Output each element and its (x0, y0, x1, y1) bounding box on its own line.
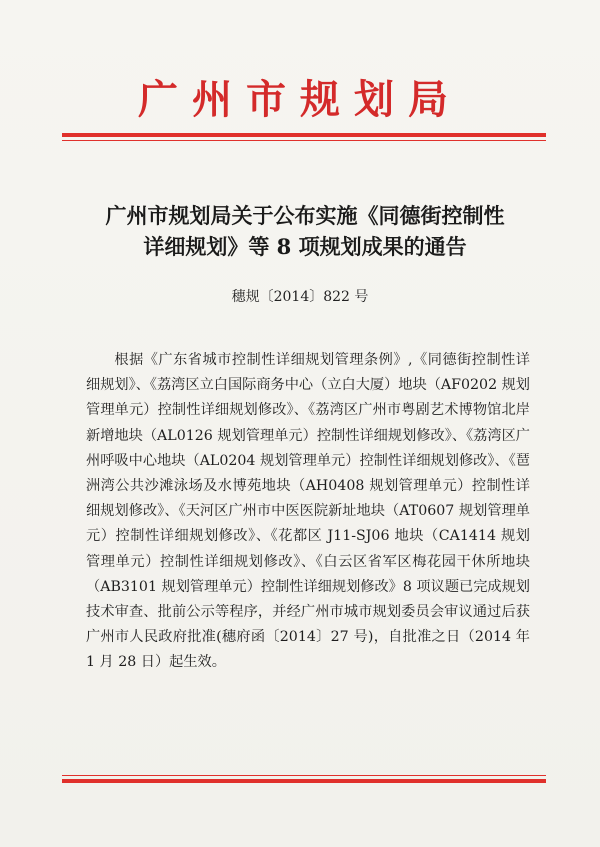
letterhead-rule-thin (62, 140, 546, 141)
letterhead-rule-thick (62, 133, 546, 137)
document-number: 穗规〔2014〕822 号 (231, 289, 369, 305)
footer-rule-thin (62, 775, 546, 776)
notice-title (70, 200, 540, 262)
notice-body-paragraph: 根据《广东省城市控制性详细规划管理条例》,《同德街控制性详细规划》、《荔湾区立白国际商务中心（立白大厦）地块（AF0202 规划管理单元）控制性详细规划修改》、《荔湾区广州市粤剧艺术博物馆北岸新增地块（AL0126 规划管理单元）控制性详细规划修改》、《荔湾区广州呼吸中心地块（AL0204 规划管理单元）控制性详细规划修改》、《琶洲湾公共沙滩泳场及水博苑地块（AH0408 规划管理单元）控制性详细规划修改》、《天河区广州市中医医院新址地块（AT0607 规划管理单元）控制性详细规划修改》、《花都区 J11-SJ06 地块（CA1414 规划管理单元）控制性详细规划修改》、《白云区省军区梅花园干休所地块（AB3101 规划管理单元）控制性详细规划修改》8 项议题已完成规划技术审查、批前公示等程序，并经广州市城市规划委员会审议通过后获广州市人民政府批准(穗府函〔2014〕27 号)，自批准之日（2014 年 1 月 28 日）起生效。 (86, 352, 530, 671)
letterhead-title: 广州市规划局 (138, 76, 462, 123)
notice-title-line-2: 详细规划》等 8 项规划成果的通告 (143, 234, 467, 259)
footer-rule-thick (62, 779, 546, 783)
notice-title-line-1: 广州市规划局关于公布实施《同德街控制性 (105, 203, 505, 228)
